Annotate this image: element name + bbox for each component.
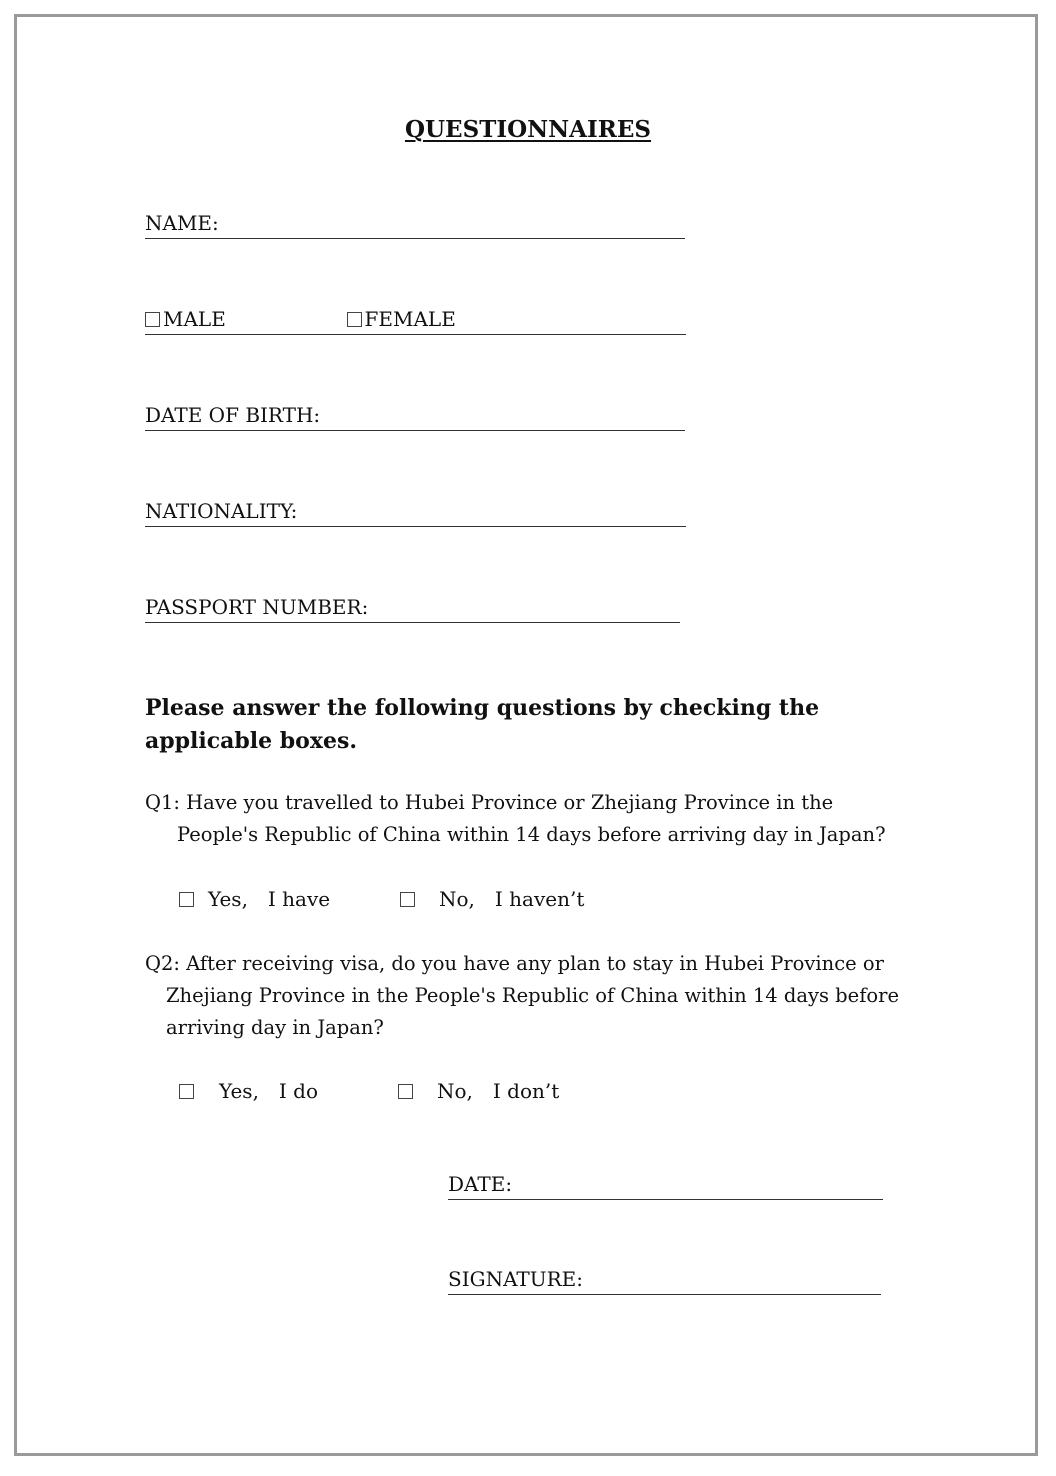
nationality-field[interactable]: [145, 499, 686, 527]
instructions-text: Please answer the following questions by checking the applicable boxes.: [145, 695, 820, 754]
question-1: [145, 787, 925, 851]
question-2-yes-label: Yes, I do: [219, 1079, 319, 1103]
date-of-birth-label: DATE OF BIRTH:: [145, 403, 321, 427]
question-1-no-option[interactable]: [400, 886, 584, 912]
question-2-no-checkbox[interactable]: [398, 1084, 413, 1099]
question-1-yes-checkbox[interactable]: [179, 892, 194, 907]
question-1-line-2: People's Republic of China within 14 days before arriving day in Japan?: [177, 823, 886, 846]
question-1-yes-option[interactable]: [179, 886, 330, 912]
nationality-label: NATIONALITY:: [145, 499, 298, 523]
question-2-line-3: arriving day in Japan?: [166, 1016, 384, 1039]
passport-number-label: PASSPORT NUMBER:: [145, 595, 369, 619]
name-field[interactable]: [145, 211, 685, 239]
page-title: QUESTIONNAIRES: [404, 116, 652, 143]
signature-label: SIGNATURE:: [448, 1267, 584, 1291]
female-checkbox[interactable]: [347, 312, 362, 327]
female-label: FEMALE: [364, 307, 456, 331]
male-checkbox[interactable]: [145, 312, 160, 327]
male-option[interactable]: [145, 307, 226, 331]
female-option[interactable]: [347, 307, 456, 331]
sex-field: [145, 307, 686, 335]
question-1-no-checkbox[interactable]: [400, 892, 415, 907]
question-2-no-label: No, I don’t: [437, 1079, 560, 1103]
name-label: NAME:: [145, 211, 219, 235]
question-2: [145, 948, 935, 1044]
date-field[interactable]: [448, 1172, 883, 1200]
question-2-prefix: Q2:: [145, 952, 180, 975]
question-2-yes-checkbox[interactable]: [179, 1084, 194, 1099]
question-1-no-label: No, I haven’t: [439, 887, 585, 911]
question-1-line-1: Have you travelled to Hubei Province or Zhejiang Province in the: [186, 791, 834, 814]
question-2-yes-option[interactable]: [179, 1078, 318, 1104]
question-2-line-1: After receiving visa, do you have any plan to stay in Hubei Province or: [186, 952, 884, 975]
date-label: DATE:: [448, 1172, 513, 1196]
question-2-line-2: Zhejiang Province in the People's Republic of China within 14 days before: [166, 984, 900, 1007]
question-2-no-option[interactable]: [398, 1078, 559, 1104]
question-1-prefix: Q1:: [145, 791, 180, 814]
male-label: MALE: [163, 307, 226, 331]
signature-field[interactable]: [448, 1267, 881, 1295]
date-of-birth-field[interactable]: [145, 403, 685, 431]
passport-number-field[interactable]: [145, 595, 680, 623]
question-1-yes-label: Yes, I have: [208, 887, 331, 911]
